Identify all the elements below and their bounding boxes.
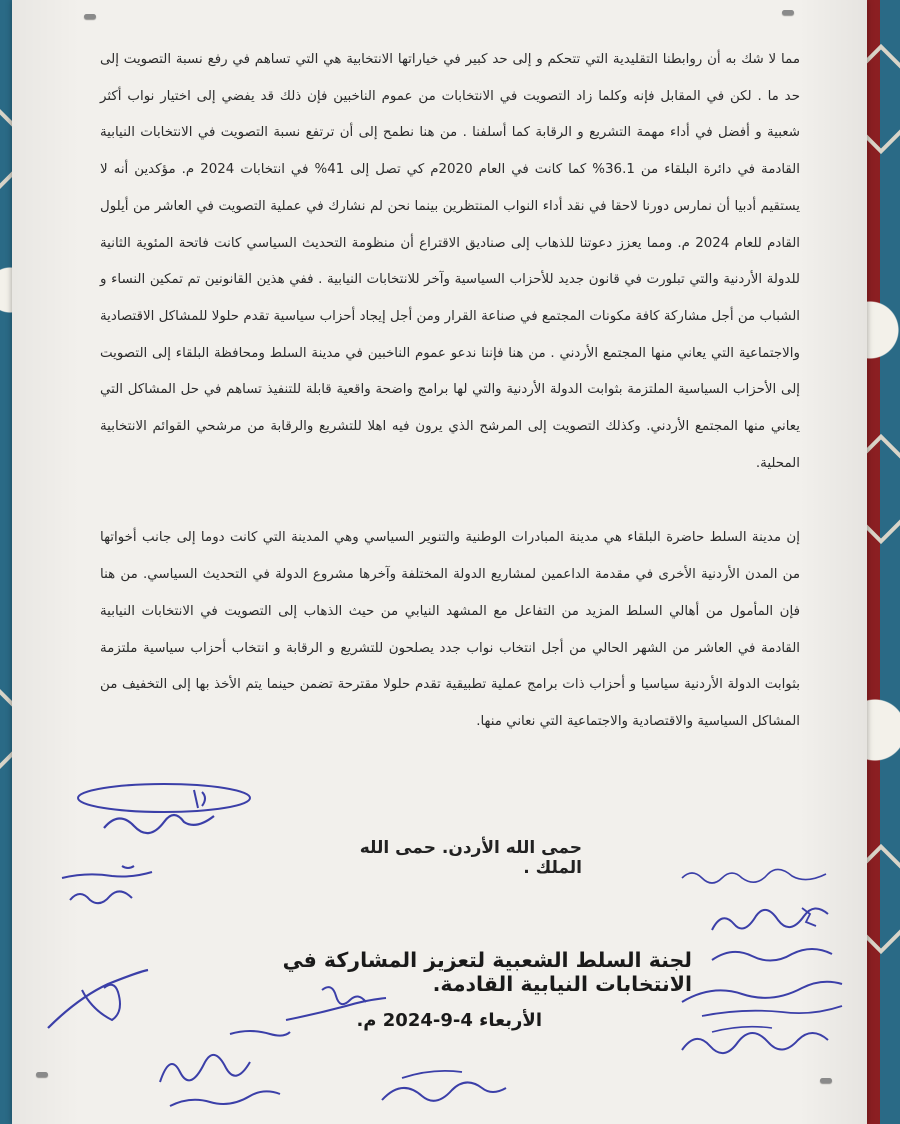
statement-body: [100, 42, 800, 741]
document-sheet: [12, 0, 867, 1124]
handwritten-signature: [662, 972, 852, 1022]
pushpin-icon: [84, 14, 96, 19]
handwritten-signature: [140, 1022, 310, 1112]
closing-line: حمى الله الأردن. حمى الله الملك .: [359, 838, 582, 878]
committee-name: لجنة السلط الشعبية لتعزيز المشاركة في الانتخابات النيابية القادمة.: [282, 948, 692, 996]
handwritten-signature: [52, 856, 172, 916]
pushpin-icon: [36, 1072, 48, 1077]
handwritten-signature: [372, 1060, 512, 1114]
handwritten-signature: [692, 890, 842, 980]
handwritten-signature: [282, 980, 392, 1030]
pushpin-icon: [782, 10, 794, 15]
document-date: الأربعاء 4-9-2024 م.: [356, 1010, 542, 1031]
statement-paragraph-1: مما لا شك به أن روابطنا التقليدية التي تتحكم و إلى حد كبير في خياراتها الانتخابية هي التي تساهم في رفع نسبة التصويت إلى حد ما . لكن في المقابل فإنه وكلما زاد التصويت في الانتخابات من عموم الناخبين فإن ذلك قد يفضي إلى اختيار نواب أكثر شعبية و أفضل في أداء مهمة التشريع و الرقابة كما أسلفنا . من هنا نطمح إلى أن ترتفع نسبة التصويت في الانتخابات النيابية القادمة في دائرة البلقاء من 36.1% كما كانت في العام 2020م كي تصل إلى 41% في انتخابات 2024 م. مؤكدين أنه لا يستقيم أدبيا أن نمارس دورنا لاحقا في نقد أداء النواب المنتظرين بينما نحن لم نشارك في عملية التصويت في العاشر من أيلول القادم للعام 2024 م. ومما يعزز دعوتنا للذهاب إلى صناديق الاقتراع أن منظومة التحديث السياسي كانت فاتحة المئوية الثانية للدولة الأردنية والتي تبلورت في قانون جديد للأحزاب السياسية وآخر للانتخابات النيابية . ففي هذين القانونين تم تمكين النساء و الشباب من أجل مشاركة كافة مكونات المجتمع في صناعة القرار ومن أجل إيجاد أحزاب سياسية تقدم حلولا للمشاكل الاقتصادية والاجتماعية التي يعاني منها المجتمع الأردني . من هنا فإننا ندعو عموم الناخبين في مدينة السلط ومحافظة البلقاء إلى التصويت إلى الأحزاب السياسية الملتزمة بثوابت الدولة الأردنية والتي لها برامج واضحة واقعية قابلة للتنفيذ تساهم في حل المشاكل التي يعاني منها المجتمع الأردني. وكذلك التصويت إلى المرشح الذي يرون فيه اهلا للتشريع والرقابة من مرشحي القوائم الانتخابية المحلية.: [100, 52, 800, 471]
pushpin-icon: [820, 1078, 832, 1083]
handwritten-signature: [672, 1016, 852, 1066]
statement-paragraph-2: إن مدينة السلط حاضرة البلقاء هي مدينة المبادرات الوطنية والتنوير السياسي وهي المدينة التي كانت دوما إلى جانب أخواتها من المدن الأردنية الأخرى في مقدمة الداعمين لمشاريع الدولة المختلفة وآخرها مشروع الدولة في التحديث السياسي. من هنا فإن المأمول من أهالي السلط المزيد من التفاعل مع المشهد النيابي من حيث الذهاب إلى التصويت في الانتخابات النيابية القادمة في العاشر من الشهر الحالي من أجل انتخاب نواب جدد يصلحون للتشريع و الرقابة و انتخاب أحزاب سياسية ملتزمة بثوابت الدولة الأردنية سياسيا و أحزاب ذات برامج عملية تطبيقية تقدم حلولا مقترحة تضمن حينما يتم الأخذ بها إلى التخفيف من المشاكل السياسية والاقتصادية والاجتماعية التي نعاني منها.: [100, 530, 800, 729]
handwritten-signature: [74, 778, 254, 838]
handwritten-signature: [42, 966, 152, 1036]
